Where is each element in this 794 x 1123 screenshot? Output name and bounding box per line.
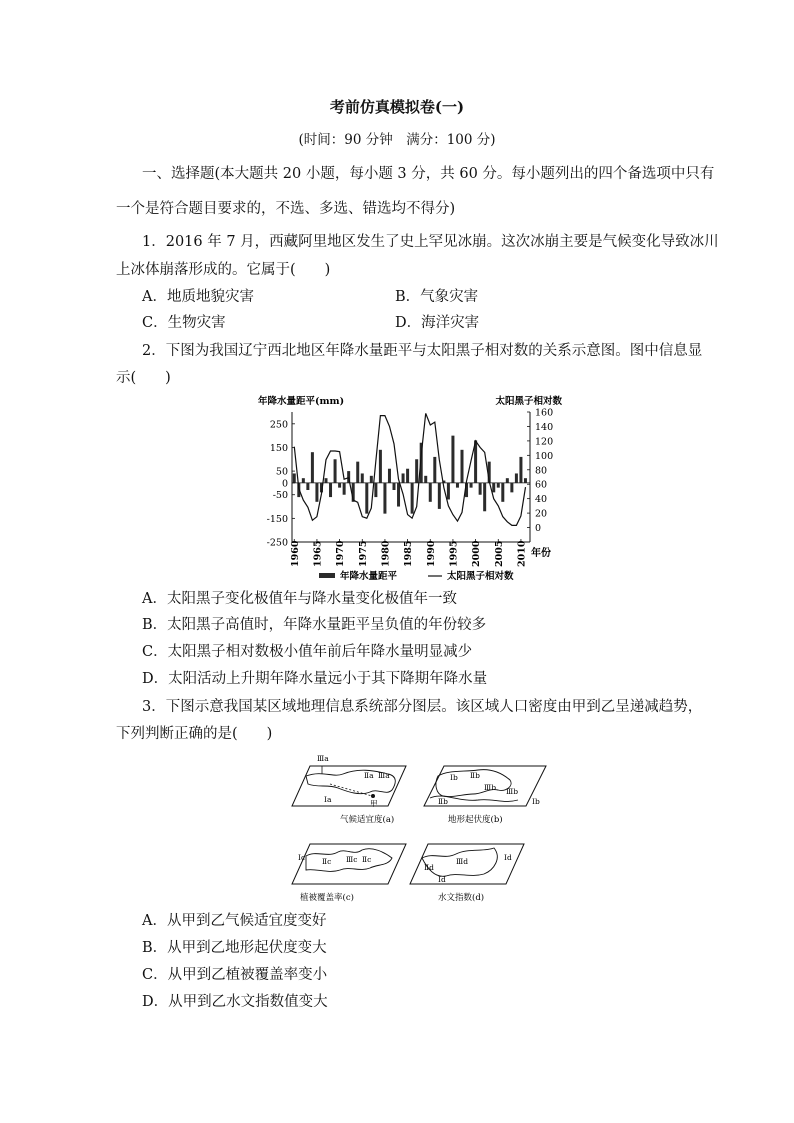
q3-option-a[interactable]: A．从甲到乙气候适宜度变好 xyxy=(142,913,327,929)
chart-right-tick-label: 160 xyxy=(535,407,554,419)
chart-left-tick-label: -50 xyxy=(272,490,288,502)
chart-x-tick-label: 1965 xyxy=(312,540,324,567)
panel-b-label-6: Ⅰb xyxy=(532,797,540,806)
gis-panel-a xyxy=(292,754,406,825)
gis-panel-b xyxy=(424,766,546,825)
panel-a-label-1: Ⅲa xyxy=(317,754,329,763)
chart-right-tick-label: 60 xyxy=(535,479,548,491)
panel-c-label-1: Ⅰc xyxy=(298,853,306,862)
gis-panel-d xyxy=(410,844,524,903)
q2-stem-line1: 2．下图为我国辽宁西北地区年降水量距平与太阳黑子相对数的关系示意图。图中信息显 xyxy=(142,343,703,359)
chart-bar-1989 xyxy=(424,476,427,483)
chart-bar-1975 xyxy=(361,473,364,482)
q3-option-c[interactable]: C．从甲到乙植被覆盖率变小 xyxy=(142,967,328,983)
chart-bar-1985 xyxy=(406,469,409,483)
panel-a-label-4: Ⅰa xyxy=(324,795,332,804)
panel-c-label-4: Ⅱc xyxy=(362,855,372,864)
chart-bar-1997 xyxy=(461,450,464,483)
chart-bar-1990 xyxy=(429,483,432,502)
chart-x-tick-label: 2005 xyxy=(493,540,505,567)
chart-bar-2008 xyxy=(510,483,513,492)
gis-panel-c xyxy=(292,844,406,903)
chart-left-axis-label: 年降水量距平(mm) xyxy=(258,396,345,407)
chart-x-ticks xyxy=(290,539,528,567)
chart-bar-1962 xyxy=(302,478,305,483)
chart-bar-1969 xyxy=(334,459,337,483)
page-title: 考前仿真模拟卷(一) xyxy=(329,98,465,116)
chart-right-ticks xyxy=(527,408,553,535)
chart-bar-1999 xyxy=(470,483,473,488)
chart-bar-1994 xyxy=(447,483,450,500)
chart-bar-1963 xyxy=(306,483,309,490)
chart-bar-1991 xyxy=(433,457,436,483)
q3-gis-figure xyxy=(288,748,550,908)
panel-c-label-3: Ⅲc xyxy=(346,855,358,864)
chart-bar-1964 xyxy=(311,452,314,483)
panel-a-label-3: Ⅲa xyxy=(378,771,390,780)
q2-chart xyxy=(250,388,580,588)
chart-x-tick-label: 2000 xyxy=(471,540,483,567)
chart-bar-2005 xyxy=(497,483,500,488)
chart-left-tick-label: 150 xyxy=(269,442,288,454)
chart-series-sunspot-line xyxy=(294,413,525,525)
panel-d-label-3: Ⅰd xyxy=(438,875,446,884)
chart-right-tick-label: 20 xyxy=(535,508,548,520)
chart-bar-1979 xyxy=(379,450,382,483)
chart-bar-2011 xyxy=(524,478,527,483)
chart-left-tick-label: 250 xyxy=(269,419,288,431)
panel-b-label-1: Ⅰb xyxy=(450,773,458,782)
chart-x-tick-label: 1980 xyxy=(380,540,392,567)
chart-x-tick-label: 1975 xyxy=(357,540,369,567)
chart-bar-1992 xyxy=(438,483,441,509)
chart-right-tick-label: 80 xyxy=(535,465,548,477)
panel-d-caption: 水文指数(d) xyxy=(438,893,485,903)
chart-x-tick-label: 1970 xyxy=(335,540,347,567)
chart-right-tick-label: 0 xyxy=(535,523,542,535)
chart-bar-2002 xyxy=(483,483,486,511)
chart-left-tick-label: -250 xyxy=(266,537,288,549)
chart-x-tick-label: 1995 xyxy=(448,540,460,567)
chart-bar-1987 xyxy=(415,459,418,483)
chart-left-tick-label: 0 xyxy=(281,478,288,490)
q3-option-d[interactable]: D．从甲到乙水文指数值变大 xyxy=(142,994,328,1010)
chart-right-tick-label: 120 xyxy=(535,436,554,448)
chart-x-tick-label: 1985 xyxy=(403,540,415,567)
chart-bar-1982 xyxy=(393,483,396,490)
panel-d-label-4: Ⅰd xyxy=(504,853,512,862)
panel-d-label-2: Ⅲd xyxy=(456,857,469,866)
q2-option-a[interactable]: A．太阳黑子变化极值年与降水量变化极值年一致 xyxy=(142,591,457,607)
q2-option-c[interactable]: C．太阳黑子相对数极小值年前后年降水量明显减少 xyxy=(142,644,473,660)
panel-c-label-2: Ⅱc xyxy=(322,857,332,866)
q3-stem-line2: 下列判断正确的是( ) xyxy=(116,726,273,742)
chart-bars xyxy=(293,436,527,514)
q1-option-a[interactable]: A．地质地貌灾害 xyxy=(142,289,254,305)
chart-bar-1995 xyxy=(451,436,454,483)
q1-option-c[interactable]: C．生物灾害 xyxy=(142,315,226,331)
panel-b-label-5: Ⅲb xyxy=(506,787,519,796)
q2-option-b[interactable]: B．太阳黑子高值时，年降水量距平呈负值的年份较多 xyxy=(142,617,487,633)
chart-bar-1970 xyxy=(338,483,341,488)
chart-bar-1965 xyxy=(315,483,318,502)
chart-bar-2007 xyxy=(506,478,509,483)
panel-a-label-5: 甲 xyxy=(370,799,378,808)
chart-bar-1981 xyxy=(388,469,391,483)
q3-stem-line1: 3．下图示意我国某区域地理信息系统部分图层。该区域人口密度由甲到乙呈递减趋势， xyxy=(142,699,703,715)
chart-bar-1983 xyxy=(397,483,400,507)
page-subtitle: (时间：90 分钟 满分：100 分) xyxy=(298,132,496,148)
q2-stem-line2: 示( ) xyxy=(116,370,171,386)
chart-bar-1971 xyxy=(343,483,346,495)
chart-bar-1968 xyxy=(329,483,332,497)
panel-d-label-1: Ⅱd xyxy=(424,863,434,872)
q3-option-b[interactable]: B．从甲到乙地形起伏度变大 xyxy=(142,940,327,956)
q1-option-b[interactable]: B．气象灾害 xyxy=(395,289,479,305)
q1-stem-line2: 上冰体崩落形成的。它属于( ) xyxy=(116,262,331,278)
chart-bar-2001 xyxy=(479,483,482,495)
q2-option-d[interactable]: D．太阳活动上升期年降水量远小于其下降期年降水量 xyxy=(142,671,488,687)
chart-frame xyxy=(292,412,530,542)
panel-b-caption: 地形起伏度(b) xyxy=(448,815,503,825)
chart-left-tick-label: 50 xyxy=(275,466,288,478)
legend-line-label: 太阳黑子相对数 xyxy=(447,571,514,582)
chart-bar-1967 xyxy=(325,478,328,483)
chart-right-tick-label: 100 xyxy=(535,450,554,462)
chart-left-tick-label: -150 xyxy=(266,513,288,525)
chart-right-tick-label: 140 xyxy=(535,421,554,433)
section-instructions-line2: 一个是符合题目要求的，不选、多选、错选均不得分) xyxy=(116,201,456,217)
q1-stem-line1: 1．2016 年 7 月，西藏阿里地区发生了史上罕见冰崩。这次冰崩主要是气候变化导致冰川 xyxy=(142,234,719,250)
panel-b-label-3: Ⅲb xyxy=(484,783,497,792)
legend-bar-swatch xyxy=(319,573,335,578)
chart-bar-1976 xyxy=(365,483,368,514)
chart-x-axis-label: 年份 xyxy=(531,548,551,559)
chart-right-tick-label: 40 xyxy=(535,494,548,506)
panel-b-label-4: Ⅱb xyxy=(438,797,448,806)
chart-x-tick-label: 2010 xyxy=(516,540,528,567)
chart-x-tick-label: 1960 xyxy=(289,540,301,567)
q1-option-d[interactable]: D．海洋灾害 xyxy=(395,315,480,331)
panel-a-label-2: Ⅱa xyxy=(364,771,374,780)
chart-bar-2004 xyxy=(492,483,495,492)
chart-bar-1980 xyxy=(383,483,386,514)
panel-b-label-2: Ⅱb xyxy=(470,771,480,780)
chart-bar-1986 xyxy=(411,483,414,514)
legend-bar-label: 年降水量距平 xyxy=(340,571,398,582)
chart-bar-2010 xyxy=(519,457,522,483)
chart-bar-1960 xyxy=(293,473,296,482)
chart-x-tick-label: 1990 xyxy=(425,540,437,567)
chart-bar-1974 xyxy=(356,462,359,483)
section-instructions-line1: 一、选择题(本大题共 20 小题，每小题 3 分，共 60 分。每小题列出的四个备选项中只有 xyxy=(142,166,715,182)
chart-bar-1984 xyxy=(402,473,405,482)
chart-bar-2006 xyxy=(501,483,504,502)
panel-c-caption: 植被覆盖率(c) xyxy=(300,893,354,903)
chart-bar-1996 xyxy=(456,483,459,488)
chart-bar-1978 xyxy=(374,483,377,497)
chart-bar-2009 xyxy=(515,473,518,482)
chart-bar-1977 xyxy=(370,476,373,483)
chart-left-ticks xyxy=(267,419,295,548)
panel-a-caption: 气候适宜度(a) xyxy=(340,815,395,825)
chart-right-axis-label: 太阳黑子相对数 xyxy=(495,396,562,407)
